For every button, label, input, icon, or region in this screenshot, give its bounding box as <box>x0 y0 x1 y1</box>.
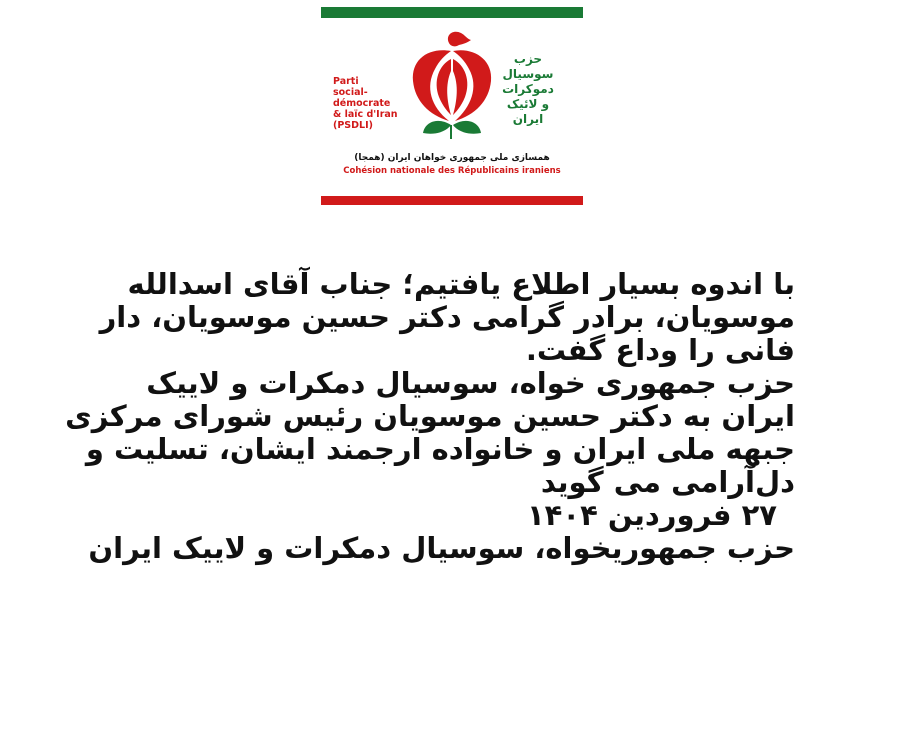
logo-bottom-red-bar <box>321 196 583 205</box>
party-name-persian: حزب سوسیال دموکرات و لائیک ایران <box>502 52 554 126</box>
condolence-message <box>40 268 795 565</box>
message-line: ایران به دکتر حسین موسویان رئیس شورای مرکزی <box>65 399 795 433</box>
party-name-french: Parti social- démocrate & laïc d'Iran (PSDLI) <box>333 76 398 131</box>
coalition-name-french: Cohésion nationale des Républicains iraniens <box>343 166 561 176</box>
message-line: جبهه ملی ایران و خانواده ارجمند ایشان، تسلیت و <box>85 432 795 466</box>
coalition-name-persian: همسازی ملی جمهوری خواهان ایران (همجا) <box>354 153 550 163</box>
message-line: دل‌آرامی می گوید <box>540 465 795 499</box>
message-line: با اندوه بسیار اطلاع یافتیم؛ جناب آقای اسدالله <box>127 267 795 301</box>
logo-top-green-bar <box>321 7 583 18</box>
message-date: ۲۷ فروردین ۱۴۰۴ <box>526 498 777 532</box>
message-line: فانی را وداع گفت. <box>525 333 795 367</box>
party-logo <box>321 7 583 205</box>
message-signature: حزب جمهوریخواه، سوسیال دمکرات و لاییک ایران <box>88 531 795 565</box>
message-line: موسویان، برادر گرامی دکتر حسین موسویان، دار <box>99 300 795 334</box>
message-line: حزب جمهوری خواه، سوسیال دمکرات و لاییک <box>146 366 795 400</box>
rose-dove-emblem-icon <box>401 29 501 153</box>
